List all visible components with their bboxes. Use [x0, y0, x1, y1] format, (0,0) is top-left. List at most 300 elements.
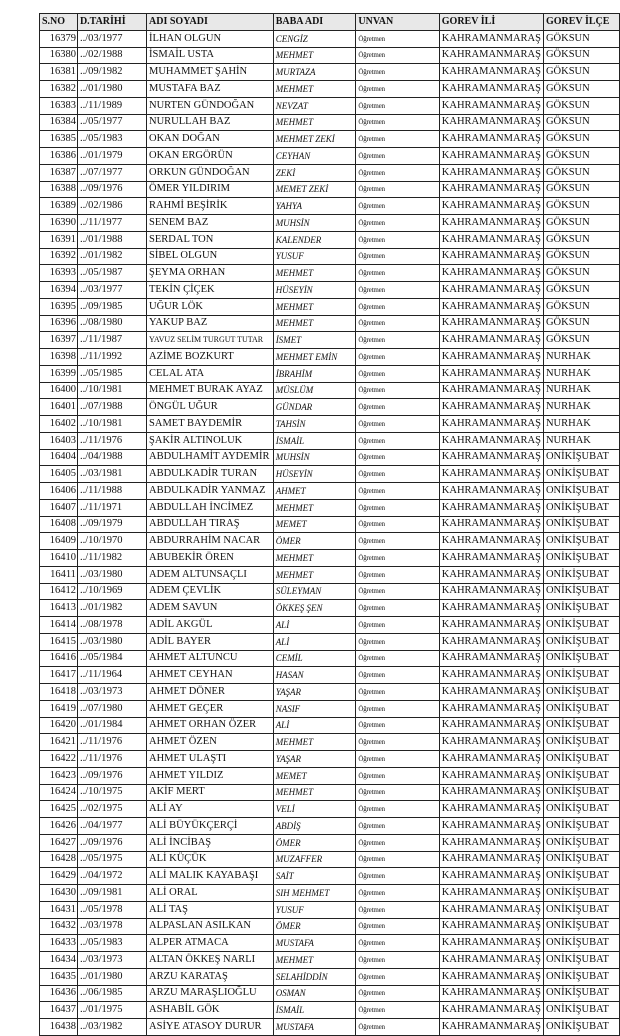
cell-birth-date: ../09/1979 [77, 516, 146, 533]
cell-title: Öğretmen [356, 97, 439, 114]
cell-full-name: MUSTAFA BAZ [147, 81, 274, 98]
cell-father-name: MUHSİN [273, 215, 356, 232]
cell-father-name: ALİ [273, 633, 356, 650]
cell-title: Öğretmen [356, 516, 439, 533]
cell-full-name: UĞUR LÖK [147, 298, 274, 315]
cell-father-name: HÜSEYİN [273, 282, 356, 299]
cell-birth-date: ../01/1975 [77, 1002, 146, 1019]
cell-province: KAHRAMANMARAŞ [439, 265, 543, 282]
cell-full-name: ÖNGÜL UĞUR [147, 399, 274, 416]
cell-father-name: OSMAN [273, 985, 356, 1002]
table-row [40, 81, 620, 98]
cell-father-name: CENGİZ [273, 30, 356, 47]
cell-father-name: CEMİL [273, 650, 356, 667]
cell-province: KAHRAMANMARAŞ [439, 751, 543, 768]
cell-title: Öğretmen [356, 851, 439, 868]
cell-father-name: MEHMET [273, 315, 356, 332]
cell-district: ONİKİŞUBAT [543, 466, 619, 483]
cell-district: ONİKİŞUBAT [543, 617, 619, 634]
table-row [40, 466, 620, 483]
cell-title: Öğretmen [356, 47, 439, 64]
cell-full-name: ALİ İNCİBAŞ [147, 834, 274, 851]
cell-birth-date: ../05/1987 [77, 265, 146, 282]
cell-province: KAHRAMANMARAŞ [439, 432, 543, 449]
cell-full-name: ALİ TAŞ [147, 901, 274, 918]
cell-full-name: ORKUN GÜNDOĞAN [147, 164, 274, 181]
table-row [40, 885, 620, 902]
cell-father-name: CEYHAN [273, 148, 356, 165]
cell-district: ONİKİŞUBAT [543, 717, 619, 734]
cell-father-name: NASIF [273, 700, 356, 717]
cell-province: KAHRAMANMARAŞ [439, 215, 543, 232]
cell-sno: 16390 [40, 215, 78, 232]
cell-district: ONİKİŞUBAT [543, 868, 619, 885]
cell-birth-date: ../05/1983 [77, 935, 146, 952]
cell-sno: 16396 [40, 315, 78, 332]
cell-father-name: MEHMET [273, 265, 356, 282]
cell-full-name: ASİYE ATASOY DURUR [147, 1019, 274, 1036]
cell-full-name: RAHMİ BEŞİRİK [147, 198, 274, 215]
cell-title: Öğretmen [356, 30, 439, 47]
cell-full-name: ARZU KARATAŞ [147, 968, 274, 985]
cell-father-name: YAHYA [273, 198, 356, 215]
cell-province: KAHRAMANMARAŞ [439, 248, 543, 265]
cell-title: Öğretmen [356, 533, 439, 550]
table-row [40, 164, 620, 181]
cell-sno: 16425 [40, 801, 78, 818]
cell-father-name: MUZAFFER [273, 851, 356, 868]
cell-sno: 16414 [40, 617, 78, 634]
cell-district: NURHAK [543, 416, 619, 433]
cell-birth-date: ../11/1971 [77, 499, 146, 516]
cell-title: Öğretmen [356, 1002, 439, 1019]
cell-sno: 16384 [40, 114, 78, 131]
cell-province: KAHRAMANMARAŞ [439, 466, 543, 483]
cell-district: GÖKSUN [543, 81, 619, 98]
cell-father-name: GÜNDAR [273, 399, 356, 416]
cell-district: ONİKİŞUBAT [543, 918, 619, 935]
cell-sno: 16403 [40, 432, 78, 449]
cell-birth-date: ../09/1976 [77, 834, 146, 851]
cell-sno: 16436 [40, 985, 78, 1002]
table-row [40, 617, 620, 634]
cell-title: Öğretmen [356, 868, 439, 885]
cell-title: Öğretmen [356, 64, 439, 81]
table-row [40, 516, 620, 533]
cell-full-name: ŞAKİR ALTINOLUK [147, 432, 274, 449]
cell-father-name: ALİ [273, 717, 356, 734]
cell-birth-date: ../02/1986 [77, 198, 146, 215]
cell-district: ONİKİŞUBAT [543, 801, 619, 818]
cell-province: KAHRAMANMARAŞ [439, 47, 543, 64]
cell-father-name: İSMAİL [273, 1002, 356, 1019]
cell-birth-date: ../03/1980 [77, 566, 146, 583]
cell-full-name: AHMET ALTUNCU [147, 650, 274, 667]
cell-birth-date: ../11/1977 [77, 215, 146, 232]
cell-full-name: ADEM SAVUN [147, 600, 274, 617]
cell-sno: 16432 [40, 918, 78, 935]
cell-province: KAHRAMANMARAŞ [439, 231, 543, 248]
cell-father-name: VELİ [273, 801, 356, 818]
cell-father-name: YUSUF [273, 248, 356, 265]
cell-sno: 16428 [40, 851, 78, 868]
cell-title: Öğretmen [356, 717, 439, 734]
cell-title: Öğretmen [356, 114, 439, 131]
cell-father-name: YUSUF [273, 901, 356, 918]
cell-father-name: MURTAZA [273, 64, 356, 81]
cell-father-name: NEVZAT [273, 97, 356, 114]
cell-province: KAHRAMANMARAŞ [439, 834, 543, 851]
cell-district: GÖKSUN [543, 332, 619, 349]
cell-full-name: ABDULLAH İNCİMEZ [147, 499, 274, 516]
cell-birth-date: ../11/1987 [77, 332, 146, 349]
cell-sno: 16388 [40, 181, 78, 198]
cell-sno: 16397 [40, 332, 78, 349]
cell-province: KAHRAMANMARAŞ [439, 282, 543, 299]
cell-full-name: YAVUZ SELİM TURGUT TUTAR [147, 332, 274, 349]
table-row [40, 47, 620, 64]
cell-full-name: CELAL ATA [147, 365, 274, 382]
cell-birth-date: ../01/1984 [77, 717, 146, 734]
cell-district: GÖKSUN [543, 248, 619, 265]
cell-birth-date: ../07/1980 [77, 700, 146, 717]
cell-province: KAHRAMANMARAŞ [439, 516, 543, 533]
cell-province: KAHRAMANMARAŞ [439, 1002, 543, 1019]
table-row [40, 784, 620, 801]
cell-father-name: KALENDER [273, 231, 356, 248]
cell-full-name: SAMET BAYDEMİR [147, 416, 274, 433]
cell-full-name: YAKUP BAZ [147, 315, 274, 332]
cell-title: Öğretmen [356, 566, 439, 583]
cell-title: Öğretmen [356, 315, 439, 332]
cell-sno: 16421 [40, 734, 78, 751]
table-row [40, 231, 620, 248]
cell-sno: 16402 [40, 416, 78, 433]
table-row [40, 1002, 620, 1019]
table-row [40, 550, 620, 567]
cell-title: Öğretmen [356, 834, 439, 851]
cell-district: ONİKİŞUBAT [543, 667, 619, 684]
table-row [40, 834, 620, 851]
cell-district: GÖKSUN [543, 215, 619, 232]
cell-father-name: MEHMET [273, 734, 356, 751]
cell-sno: 16394 [40, 282, 78, 299]
cell-title: Öğretmen [356, 231, 439, 248]
cell-district: ONİKİŞUBAT [543, 968, 619, 985]
cell-father-name: MÜSLÜM [273, 382, 356, 399]
cell-sno: 16419 [40, 700, 78, 717]
cell-full-name: MEHMET BURAK AYAZ [147, 382, 274, 399]
cell-province: KAHRAMANMARAŞ [439, 700, 543, 717]
cell-sno: 16429 [40, 868, 78, 885]
cell-title: Öğretmen [356, 985, 439, 1002]
cell-province: KAHRAMANMARAŞ [439, 985, 543, 1002]
cell-province: KAHRAMANMARAŞ [439, 885, 543, 902]
cell-full-name: NURTEN GÜNDOĞAN [147, 97, 274, 114]
cell-sno: 16389 [40, 198, 78, 215]
cell-full-name: AHMET ÖZEN [147, 734, 274, 751]
cell-title: Öğretmen [356, 399, 439, 416]
table-row [40, 114, 620, 131]
cell-district: ONİKİŞUBAT [543, 449, 619, 466]
cell-full-name: AHMET GEÇER [147, 700, 274, 717]
cell-father-name: AHMET [273, 483, 356, 500]
cell-birth-date: ../05/1984 [77, 650, 146, 667]
cell-birth-date: ../02/1975 [77, 801, 146, 818]
cell-district: NURHAK [543, 399, 619, 416]
table-row [40, 315, 620, 332]
cell-sno: 16413 [40, 600, 78, 617]
cell-full-name: ABDULKADİR TURAN [147, 466, 274, 483]
cell-title: Öğretmen [356, 164, 439, 181]
cell-father-name: ÖMER [273, 834, 356, 851]
cell-sno: 16404 [40, 449, 78, 466]
cell-father-name: MUHSİN [273, 449, 356, 466]
cell-district: GÖKSUN [543, 114, 619, 131]
cell-province: KAHRAMANMARAŞ [439, 650, 543, 667]
cell-full-name: ASHABİL GÖK [147, 1002, 274, 1019]
cell-birth-date: ../05/1978 [77, 901, 146, 918]
cell-province: KAHRAMANMARAŞ [439, 851, 543, 868]
cell-full-name: ABUBEKİR ÖREN [147, 550, 274, 567]
cell-birth-date: ../11/1992 [77, 349, 146, 366]
table-row [40, 901, 620, 918]
cell-title: Öğretmen [356, 751, 439, 768]
table-row [40, 600, 620, 617]
table-row [40, 365, 620, 382]
cell-birth-date: ../03/1973 [77, 684, 146, 701]
cell-province: KAHRAMANMARAŞ [439, 901, 543, 918]
header-title: UNVAN [356, 14, 439, 31]
cell-full-name: ALTAN ÖKKEŞ NARLI [147, 952, 274, 969]
cell-sno: 16430 [40, 885, 78, 902]
cell-sno: 16416 [40, 650, 78, 667]
cell-birth-date: ../11/1976 [77, 432, 146, 449]
cell-birth-date: ../11/1976 [77, 734, 146, 751]
header-father-name: BABA ADI [273, 14, 356, 31]
cell-title: Öğretmen [356, 332, 439, 349]
cell-father-name: ÖMER [273, 918, 356, 935]
table-row [40, 30, 620, 47]
cell-sno: 16423 [40, 767, 78, 784]
cell-sno: 16418 [40, 684, 78, 701]
table-row [40, 449, 620, 466]
cell-district: GÖKSUN [543, 265, 619, 282]
cell-district: GÖKSUN [543, 97, 619, 114]
cell-sno: 16433 [40, 935, 78, 952]
cell-birth-date: ../03/1982 [77, 1019, 146, 1036]
cell-sno: 16400 [40, 382, 78, 399]
cell-district: ONİKİŞUBAT [543, 734, 619, 751]
cell-birth-date: ../07/1977 [77, 164, 146, 181]
cell-birth-date: ../09/1985 [77, 298, 146, 315]
cell-birth-date: ../10/1981 [77, 416, 146, 433]
cell-full-name: ADİL AKGÜL [147, 617, 274, 634]
cell-birth-date: ../03/1978 [77, 918, 146, 935]
cell-full-name: AZİME BOZKURT [147, 349, 274, 366]
cell-sno: 16434 [40, 952, 78, 969]
cell-birth-date: ../03/1980 [77, 633, 146, 650]
cell-father-name: SÜLEYMAN [273, 583, 356, 600]
cell-title: Öğretmen [356, 432, 439, 449]
cell-full-name: ALPER ATMACA [147, 935, 274, 952]
cell-birth-date: ../10/1969 [77, 583, 146, 600]
cell-province: KAHRAMANMARAŞ [439, 583, 543, 600]
cell-full-name: ADEM ALTUNSAÇLI [147, 566, 274, 583]
cell-full-name: ÖMER YILDIRIM [147, 181, 274, 198]
cell-district: ONİKİŞUBAT [543, 533, 619, 550]
cell-province: KAHRAMANMARAŞ [439, 734, 543, 751]
cell-district: ONİKİŞUBAT [543, 901, 619, 918]
cell-full-name: ARZU MARAŞLIOĞLU [147, 985, 274, 1002]
cell-full-name: AHMET CEYHAN [147, 667, 274, 684]
cell-province: KAHRAMANMARAŞ [439, 483, 543, 500]
cell-birth-date: ../01/1982 [77, 248, 146, 265]
cell-title: Öğretmen [356, 633, 439, 650]
cell-title: Öğretmen [356, 968, 439, 985]
cell-province: KAHRAMANMARAŞ [439, 114, 543, 131]
cell-full-name: ALİ MALIK KAYABAŞI [147, 868, 274, 885]
cell-birth-date: ../05/1977 [77, 114, 146, 131]
cell-birth-date: ../09/1976 [77, 767, 146, 784]
cell-sno: 16391 [40, 231, 78, 248]
cell-sno: 16382 [40, 81, 78, 98]
cell-birth-date: ../11/1964 [77, 667, 146, 684]
cell-province: KAHRAMANMARAŞ [439, 181, 543, 198]
table-row [40, 952, 620, 969]
cell-district: ONİKİŞUBAT [543, 751, 619, 768]
cell-sno: 16426 [40, 818, 78, 835]
cell-sno: 16383 [40, 97, 78, 114]
cell-father-name: MEHMET [273, 81, 356, 98]
table-row [40, 985, 620, 1002]
table-row [40, 382, 620, 399]
cell-title: Öğretmen [356, 767, 439, 784]
cell-title: Öğretmen [356, 1019, 439, 1036]
cell-birth-date: ../01/1982 [77, 600, 146, 617]
table-row [40, 332, 620, 349]
cell-province: KAHRAMANMARAŞ [439, 868, 543, 885]
cell-province: KAHRAMANMARAŞ [439, 684, 543, 701]
table-row [40, 416, 620, 433]
cell-birth-date: ../11/1988 [77, 483, 146, 500]
table-row [40, 851, 620, 868]
table-row [40, 248, 620, 265]
table-row [40, 181, 620, 198]
cell-district: ONİKİŞUBAT [543, 952, 619, 969]
cell-title: Öğretmen [356, 952, 439, 969]
table-row [40, 667, 620, 684]
cell-province: KAHRAMANMARAŞ [439, 298, 543, 315]
table-row [40, 432, 620, 449]
cell-birth-date: ../09/1981 [77, 885, 146, 902]
cell-title: Öğretmen [356, 215, 439, 232]
cell-birth-date: ../06/1985 [77, 985, 146, 1002]
cell-district: GÖKSUN [543, 282, 619, 299]
cell-full-name: SERDAL TON [147, 231, 274, 248]
cell-father-name: MEHMET [273, 550, 356, 567]
cell-father-name: MEHMET [273, 298, 356, 315]
cell-birth-date: ../01/1988 [77, 231, 146, 248]
table-row [40, 64, 620, 81]
cell-district: ONİKİŞUBAT [543, 767, 619, 784]
cell-province: KAHRAMANMARAŞ [439, 365, 543, 382]
cell-father-name: SELAHİDDİN [273, 968, 356, 985]
cell-title: Öğretmen [356, 901, 439, 918]
header-full-name: ADI SOYADI [147, 14, 274, 31]
cell-birth-date: ../07/1988 [77, 399, 146, 416]
teacher-list-table [39, 13, 620, 1036]
cell-district: GÖKSUN [543, 198, 619, 215]
cell-father-name: İSMAİL [273, 432, 356, 449]
cell-full-name: ALİ AY [147, 801, 274, 818]
header-birth-date: D.TARİHİ [77, 14, 146, 31]
cell-province: KAHRAMANMARAŞ [439, 566, 543, 583]
cell-birth-date: ../11/1976 [77, 751, 146, 768]
cell-district: GÖKSUN [543, 298, 619, 315]
cell-province: KAHRAMANMARAŞ [439, 349, 543, 366]
cell-full-name: OKAN ERGÖRÜN [147, 148, 274, 165]
cell-district: GÖKSUN [543, 181, 619, 198]
cell-province: KAHRAMANMARAŞ [439, 818, 543, 835]
cell-sno: 16392 [40, 248, 78, 265]
cell-full-name: ALPASLAN ASILKAN [147, 918, 274, 935]
cell-birth-date: ../03/1977 [77, 282, 146, 299]
cell-province: KAHRAMANMARAŞ [439, 717, 543, 734]
cell-district: ONİKİŞUBAT [543, 550, 619, 567]
table-row [40, 717, 620, 734]
cell-province: KAHRAMANMARAŞ [439, 449, 543, 466]
cell-title: Öğretmen [356, 81, 439, 98]
cell-district: ONİKİŞUBAT [543, 851, 619, 868]
cell-full-name: ALİ BÜYÜKÇERÇİ [147, 818, 274, 835]
cell-province: KAHRAMANMARAŞ [439, 935, 543, 952]
cell-sno: 16399 [40, 365, 78, 382]
table-row [40, 265, 620, 282]
cell-sno: 16431 [40, 901, 78, 918]
cell-sno: 16401 [40, 399, 78, 416]
cell-title: Öğretmen [356, 550, 439, 567]
cell-district: ONİKİŞUBAT [543, 818, 619, 835]
cell-province: KAHRAMANMARAŞ [439, 148, 543, 165]
cell-title: Öğretmen [356, 734, 439, 751]
cell-district: ONİKİŞUBAT [543, 650, 619, 667]
cell-birth-date: ../10/1970 [77, 533, 146, 550]
cell-district: ONİKİŞUBAT [543, 1002, 619, 1019]
cell-sno: 16410 [40, 550, 78, 567]
cell-birth-date: ../04/1988 [77, 449, 146, 466]
cell-full-name: İLHAN OLGUN [147, 30, 274, 47]
cell-title: Öğretmen [356, 466, 439, 483]
table-row [40, 399, 620, 416]
cell-full-name: ABDURRAHİM NACAR [147, 533, 274, 550]
cell-birth-date: ../03/1981 [77, 466, 146, 483]
cell-district: ONİKİŞUBAT [543, 784, 619, 801]
cell-sno: 16405 [40, 466, 78, 483]
cell-full-name: TEKİN ÇİÇEK [147, 282, 274, 299]
cell-province: KAHRAMANMARAŞ [439, 533, 543, 550]
table-row [40, 918, 620, 935]
cell-birth-date: ../10/1981 [77, 382, 146, 399]
cell-father-name: HÜSEYİN [273, 466, 356, 483]
cell-province: KAHRAMANMARAŞ [439, 81, 543, 98]
cell-district: ONİKİŞUBAT [543, 700, 619, 717]
cell-father-name: MEHMET [273, 566, 356, 583]
cell-district: GÖKSUN [543, 131, 619, 148]
cell-father-name: MEHMET [273, 784, 356, 801]
cell-father-name: SAİT [273, 868, 356, 885]
table-row [40, 801, 620, 818]
